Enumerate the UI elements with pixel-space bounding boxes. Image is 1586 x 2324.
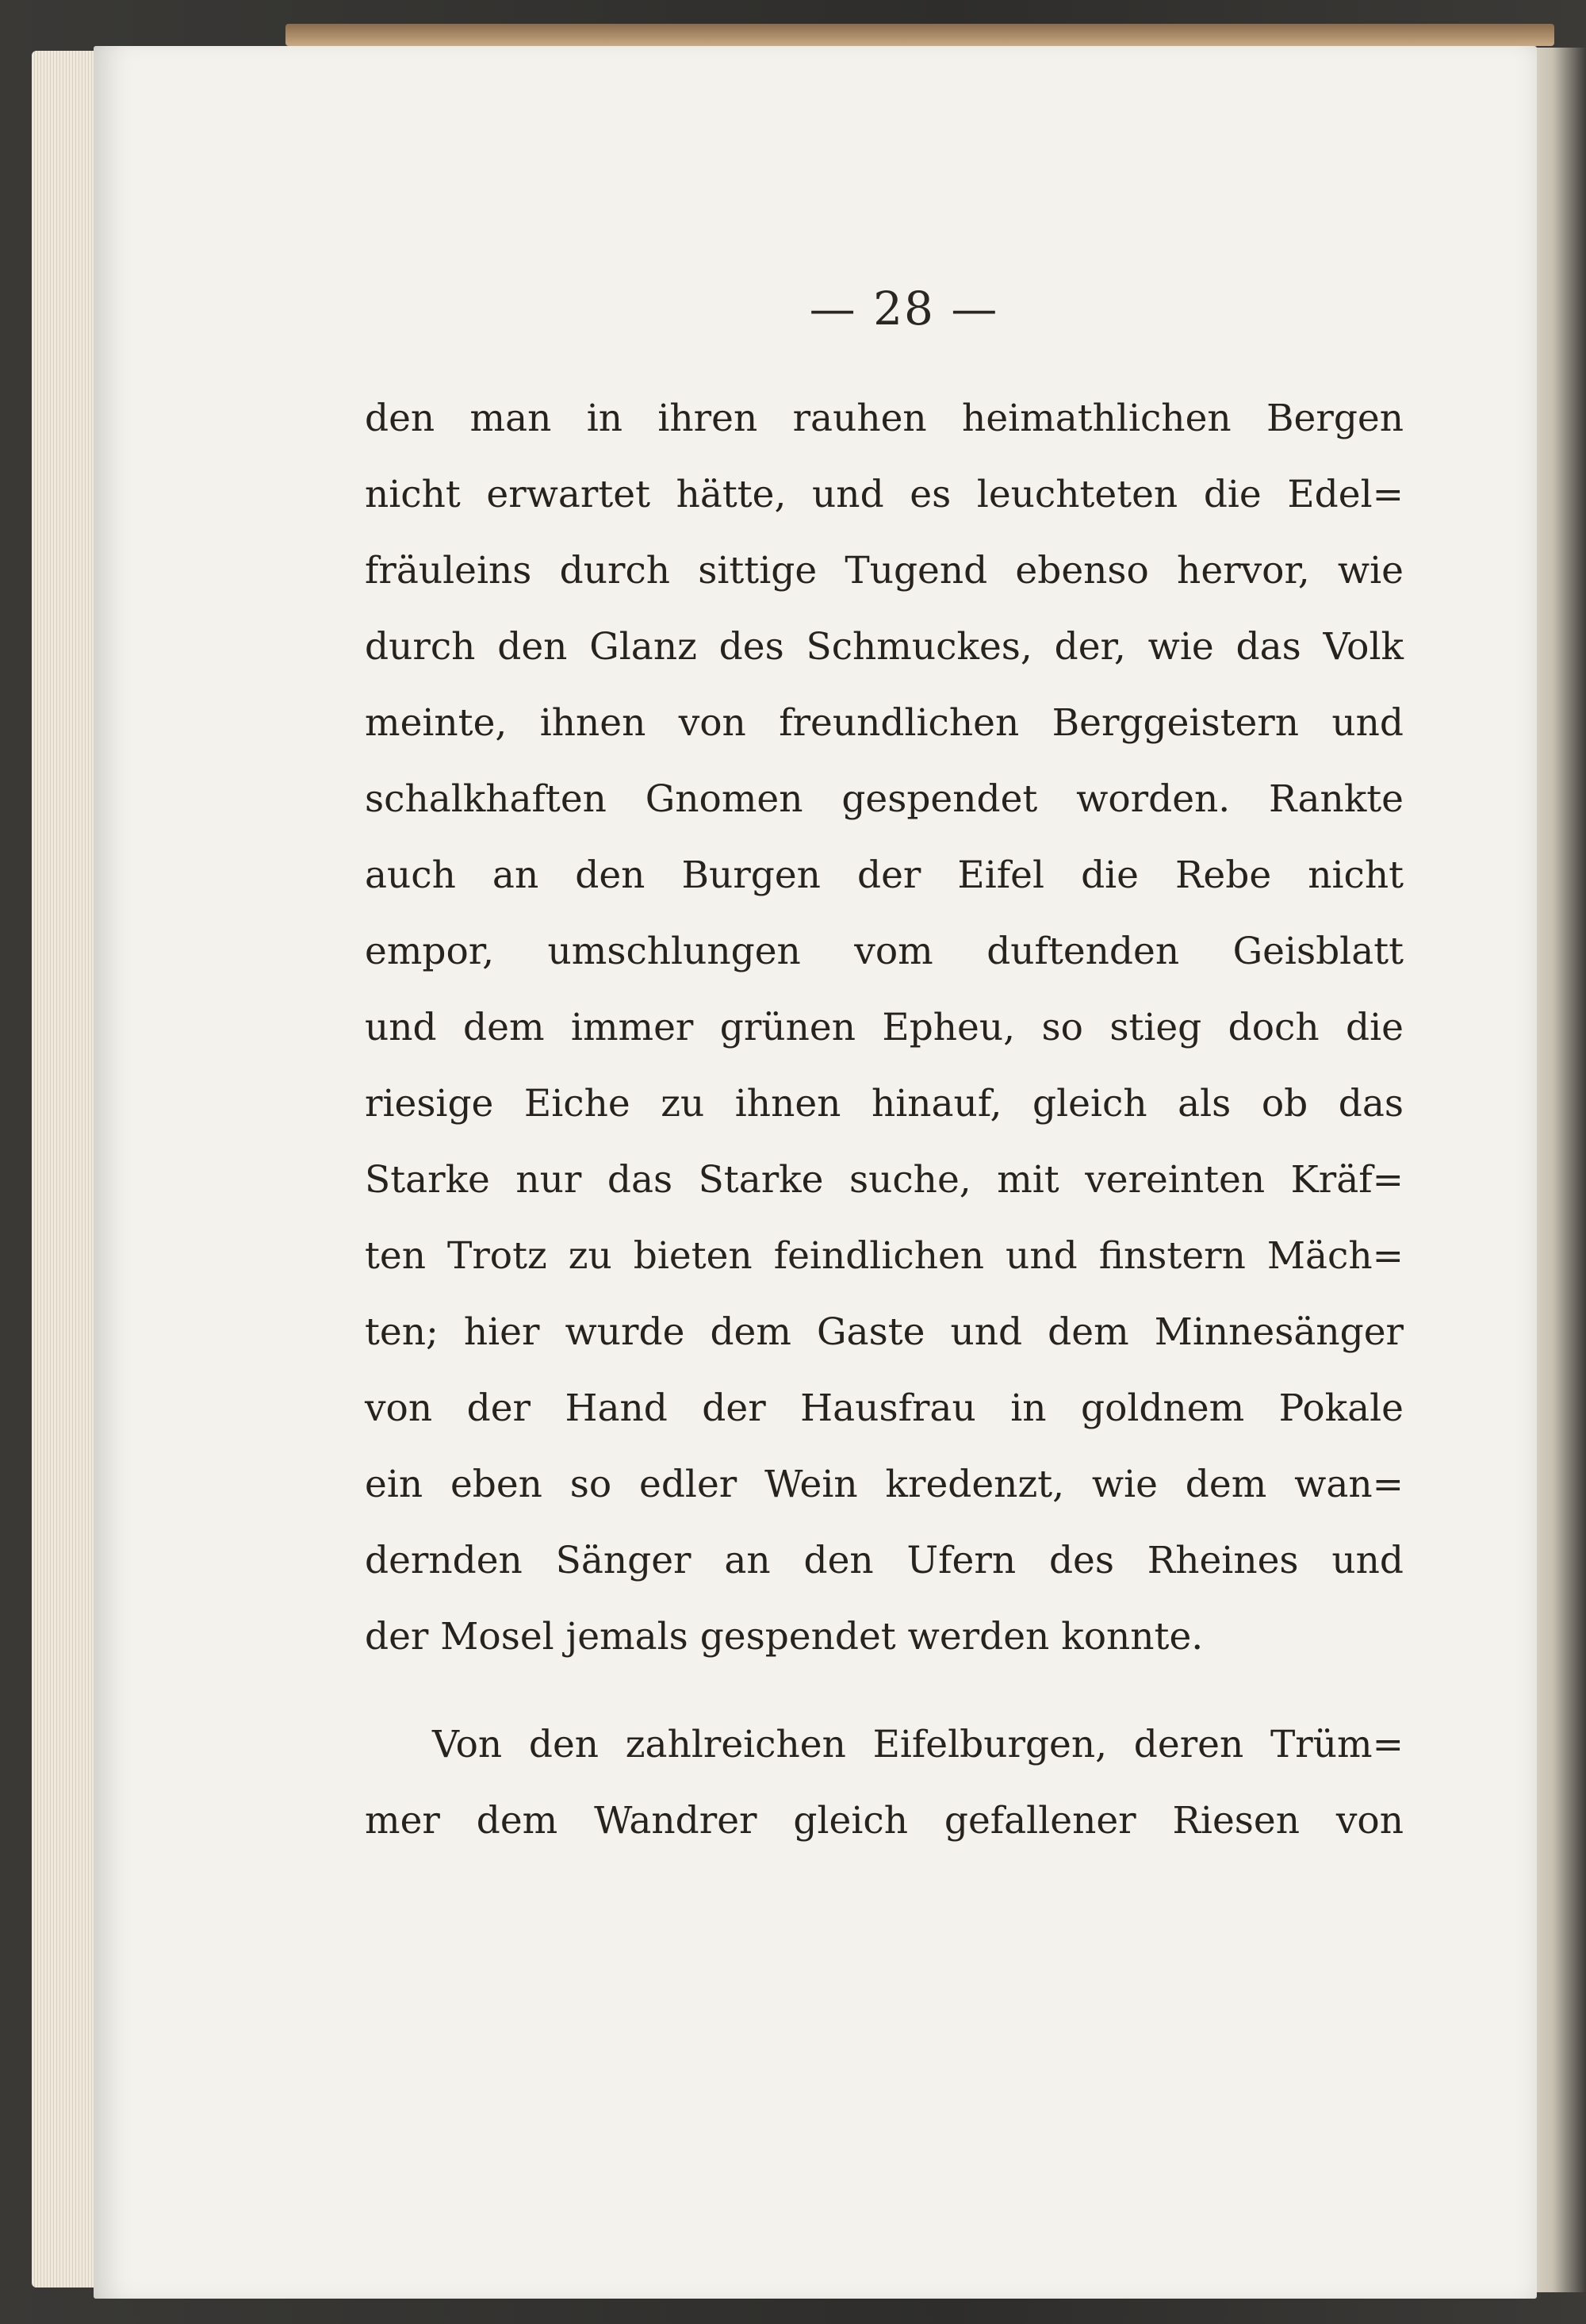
paragraph-gap [365, 1675, 1404, 1707]
text-line: Von den zahlreichen Eifelburgen, deren Trüm= [432, 1723, 1404, 1766]
text-line: fräuleins durch sittige Tugend ebenso hervor, wie [365, 549, 1404, 593]
text-line: empor, umschlungen vom duftenden Geisblatt [365, 930, 1404, 973]
text-line: von der Hand der Hausfrau in goldnem Pokale [365, 1386, 1404, 1430]
text-line: auch an den Burgen der Eifel die Rebe nicht [365, 853, 1404, 897]
page-text [365, 381, 1404, 1859]
page-stack-right [1530, 48, 1586, 2292]
book-top-edge [285, 24, 1554, 46]
text-line: riesige Eiche zu ihnen hinauf, gleich als ob das [365, 1082, 1404, 1126]
text-line: der Mosel jemals gespendet werden konnte. [365, 1615, 1204, 1659]
page-number: — 28 — [809, 282, 999, 336]
text-line: schalkhaften Gnomen gespendet worden. Rankte [365, 777, 1404, 821]
text-line: ein eben so edler Wein kredenzt, wie dem wan= [365, 1463, 1404, 1506]
text-line: durch den Glanz des Schmuckes, der, wie das Volk [365, 625, 1404, 669]
text-line: nicht erwartet hätte, und es leuchteten die Edel= [365, 473, 1404, 516]
text-line: ten Trotz zu bieten feindlichen und finstern Mäch= [365, 1234, 1404, 1278]
text-line: und dem immer grünen Epheu, so stieg doch die [365, 1006, 1404, 1049]
text-line: mer dem Wandrer gleich gefallener Riesen von [365, 1799, 1404, 1843]
text-line: Starke nur das Starke suche, mit vereinten Kräf= [365, 1158, 1404, 1202]
text-line: dernden Sänger an den Ufern des Rheines und [365, 1539, 1404, 1582]
text-line: den man in ihren rauhen heimathlichen Bergen [365, 397, 1404, 440]
text-line: meinte, ihnen von freundlichen Berggeistern und [365, 701, 1404, 745]
text-line: ten; hier wurde dem Gaste und dem Minnesänger [365, 1310, 1404, 1354]
